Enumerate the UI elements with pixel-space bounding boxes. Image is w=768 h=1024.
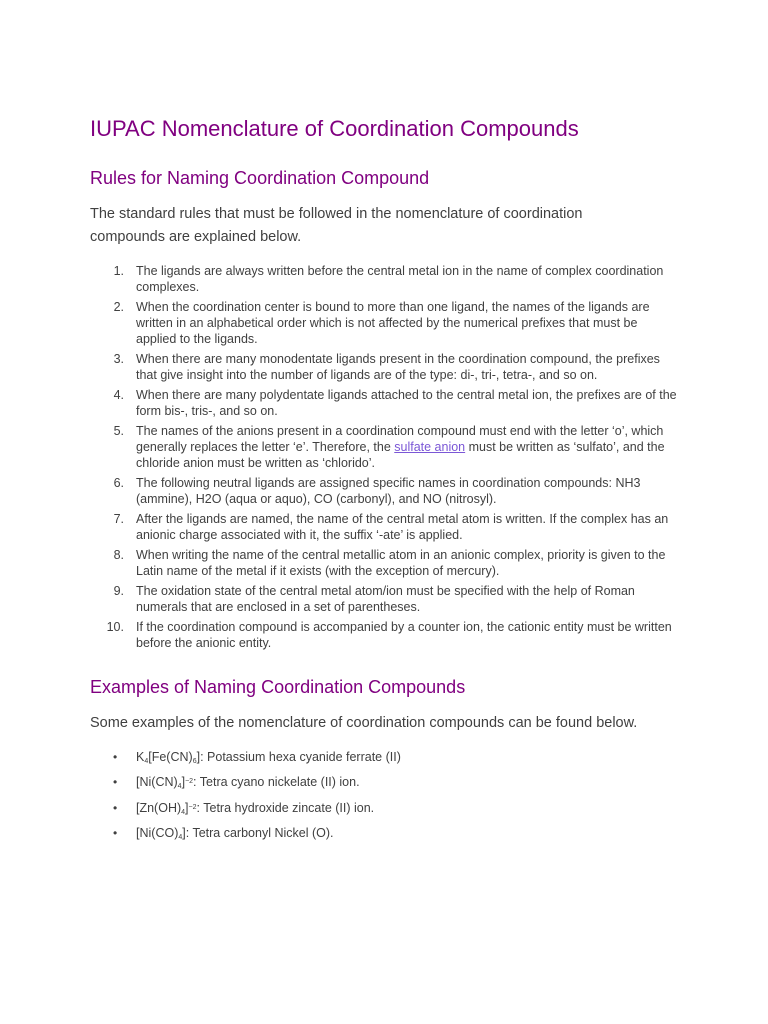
list-item: 8. When writing the name of the central metallic atom in an anionic complex, priority is given to the Latin name of the metal if it exists (with the exception of mercury).	[113, 548, 666, 578]
list-item: 6. The following neutral ligands are assigned specific names in coordination compounds: NH3 (ammine), H2O (aqua or aquo), CO (carbonyl), and NO (nitrosyl).	[113, 476, 641, 506]
page-title: IUPAC Nomenclature of Coordination Compounds	[90, 116, 579, 141]
list-item: • $K_4[Fe(CN)_6]$: Potassium hexa cyanide ferrate (II)	[113, 750, 401, 765]
rules-intro: The standard rules that must be followed in the nomenclature of coordination compounds are explained below.	[90, 206, 583, 245]
list-item: • $[Ni(CN)_4]^{-2}$: Tetra cyano nickelate (II) ion.	[113, 775, 360, 791]
bullet-icon: •	[113, 750, 118, 764]
list-item: • $[Ni(CO)_4]$: Tetra carbonyl Nickel (O).	[113, 825, 334, 841]
list-item: • $[Zn(OH)_4]^{-2}$: Tetra hydroxide zincate (II) ion.	[113, 800, 375, 816]
examples-heading: Examples of Naming Coordination Compounds	[90, 677, 466, 697]
rules-list	[90, 263, 680, 655]
list-item: 1. The ligands are always written before the central metal ion in the name of complex coordination complexes.	[113, 264, 664, 294]
sulfate-anion-link[interactable]: sulfate anion	[394, 440, 466, 454]
bullet-icon: •	[113, 800, 118, 815]
list-item: 5. The names of the anions present in a coordination compound must end with the letter ‘o’, which generally replaces the letter ‘e’. Therefore, the sulfate anion must be written as ‘sulfato’, and the chloride anion must be written as ‘chlorido’.	[113, 424, 665, 470]
list-item: 9. The oxidation state of the central metal atom/ion must be specified with the help of Roman numerals that are enclosed in a set of parentheses.	[113, 584, 635, 614]
list-item: 4. When there are many polydentate ligands attached to the central metal ion, the prefixes are of the form bis-, tris-, and so on.	[113, 388, 677, 418]
list-item: 2. When the coordination center is bound to more than one ligand, the names of the ligands are written in an alphabetical order which is not affected by the numerical prefixes that must be applied to the ligands.	[113, 300, 650, 346]
examples-list	[90, 749, 401, 850]
list-item: 10. If the coordination compound is accompanied by a counter ion, the cationic entity must be written before the anionic entity.	[106, 620, 672, 650]
bullet-icon: •	[113, 775, 118, 790]
examples-intro: Some examples of the nomenclature of coordination compounds can be found below.	[90, 715, 638, 731]
rules-heading: Rules for Naming Coordination Compound	[90, 168, 430, 188]
bullet-icon: •	[113, 825, 118, 840]
list-item: 7. After the ligands are named, the name of the central metal atom is written. If the complex has an anionic charge associated with it, the suffix ‘-ate’ is applied.	[113, 512, 669, 542]
list-item: 3. When there are many monodentate ligands present in the coordination compound, the prefixes that give insight into the number of ligands are of the type: di-, tri-, tetra-, and so on.	[113, 352, 660, 382]
